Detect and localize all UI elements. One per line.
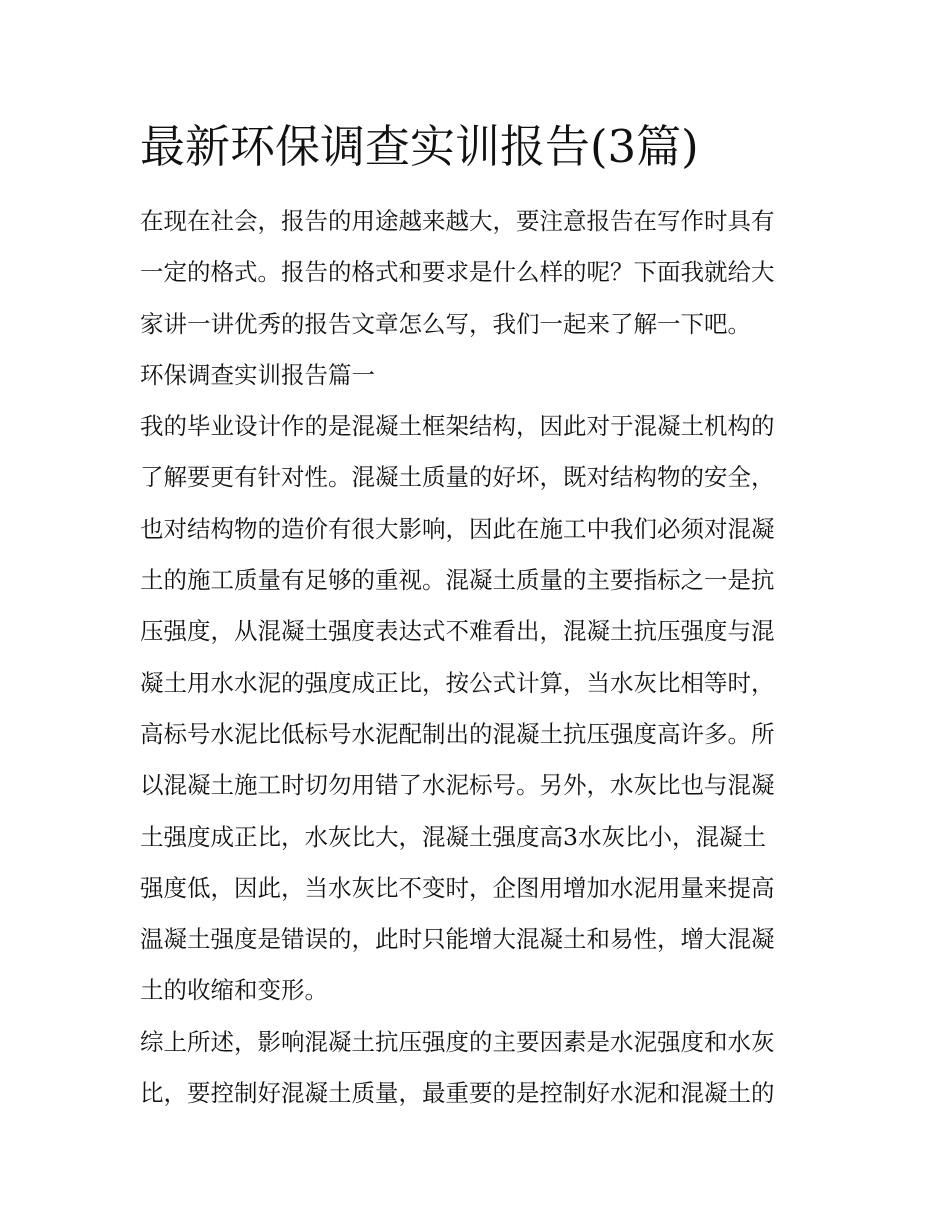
paragraph-line: 综上所述，影响混凝土抗压强度的主要因素是水泥强度和水灰 bbox=[140, 1027, 775, 1056]
paragraph-line: 我的毕业设计作的是混凝土框架结构，因此对于混凝土机构的 bbox=[140, 412, 775, 441]
paragraph-line: 土的收缩和变形。 bbox=[140, 976, 328, 1005]
paragraph-line: 土的施工质量有足够的重视。混凝土质量的主要指标之一是抗 bbox=[140, 566, 775, 595]
body-paragraph-2 bbox=[140, 1017, 815, 1120]
paragraph-line: 凝土用水水泥的强度成正比，按公式计算，当水灰比相等时， bbox=[140, 668, 775, 697]
paragraph-line: 高标号水泥比低标号水泥配制出的混凝土抗压强度高许多。所 bbox=[140, 719, 775, 748]
document-title: 最新环保调查实训报告(3篇) bbox=[140, 120, 699, 173]
body-paragraph-1 bbox=[140, 401, 815, 1017]
intro-line-1: 在现在社会，报告的用途越来越大，要注意报告在写作时具有 bbox=[140, 207, 775, 235]
paragraph-line: 土强度成正比，水灰比大，混凝土强度高3水灰比小，混凝土 bbox=[140, 822, 766, 851]
document-body bbox=[140, 196, 815, 1119]
paragraph-line: 以混凝土施工时切勿用错了水泥标号。另外，水灰比也与混凝 bbox=[140, 771, 775, 800]
paragraph-line: 温凝土强度是错误的，此时只能增大混凝土和易性，增大混凝 bbox=[140, 925, 775, 954]
paragraph-line: 了解要更有针对性。混凝土质量的好坏，既对结构物的安全， bbox=[140, 463, 775, 492]
intro-paragraph bbox=[140, 196, 815, 350]
section-heading: 环保调查实训报告篇一 bbox=[140, 360, 375, 389]
intro-line-2: 一定的格式。报告的格式和要求是什么样的呢？下面我就给大 bbox=[140, 258, 775, 287]
paragraph-line: 压强度，从混凝土强度表达式不难看出，混凝土抗压强度与混 bbox=[140, 617, 775, 646]
paragraph-line: 比，要控制好混凝土质量，最重要的是控制好水泥和混凝土的 bbox=[140, 1079, 775, 1108]
paragraph-line: 也对结构物的造价有很大影响，因此在施工中我们必须对混凝 bbox=[140, 514, 775, 543]
intro-line-3: 家讲一讲优秀的报告文章怎么写，我们一起来了解一下吧。 bbox=[140, 309, 751, 338]
paragraph-line: 强度低，因此，当水灰比不变时，企图用增加水泥用量来提高 bbox=[140, 873, 775, 902]
